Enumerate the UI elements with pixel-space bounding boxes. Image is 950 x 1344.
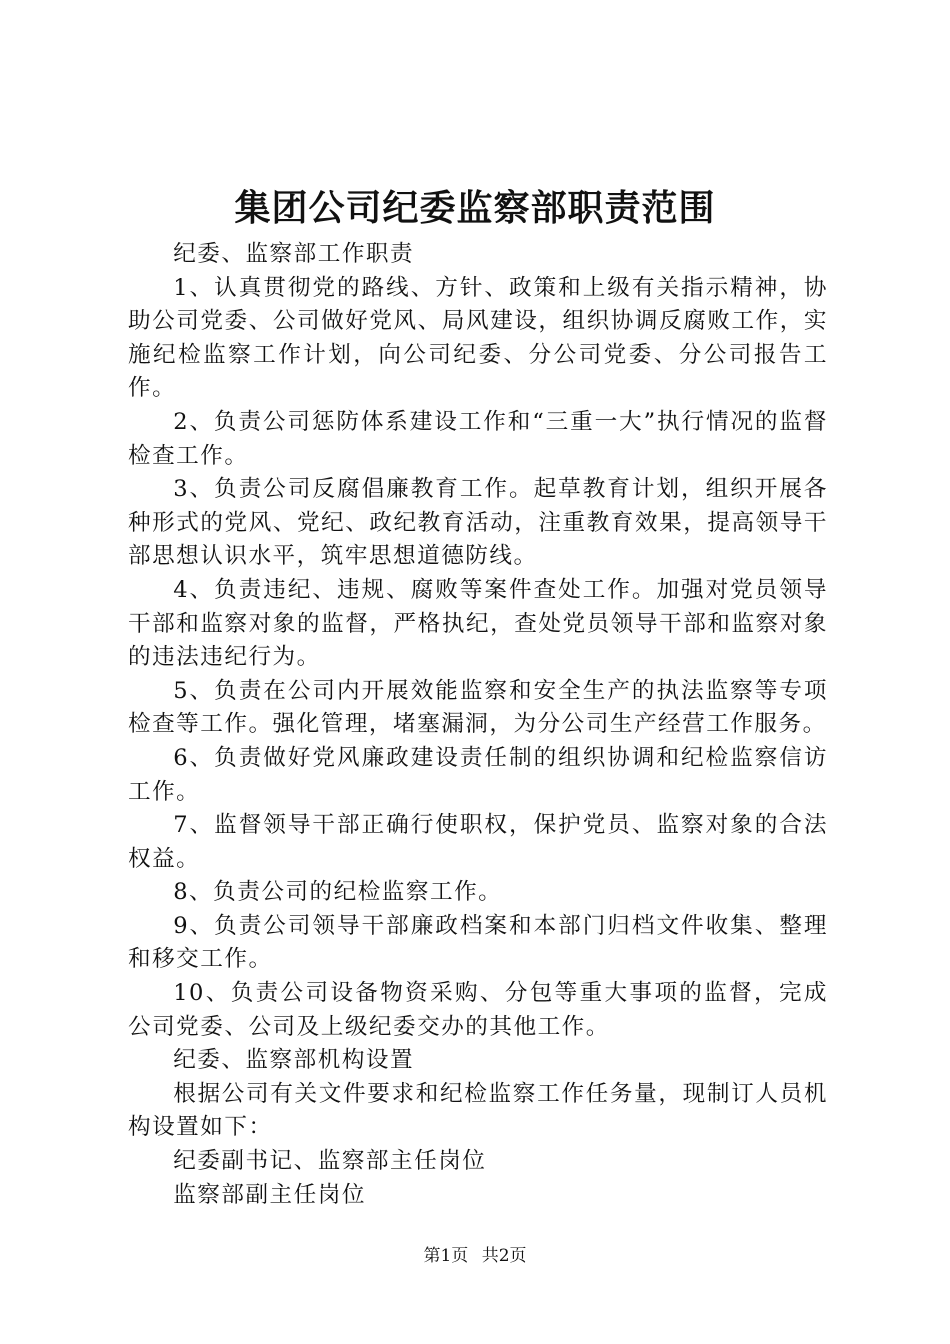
page-footer (0, 1244, 950, 1268)
document-body (128, 238, 828, 1212)
duty-item-5: 5、负责在公司内开展效能监察和安全生产的执法监察等专项检查等工作。强化管理，堵塞漏洞，为分公司生产经营工作服务。 (128, 677, 828, 738)
duty-item-6: 6、负责做好党风廉政建设责任制的组织协调和纪检监察信访工作。 (128, 744, 828, 805)
duty-item-7: 7、监督领导干部正确行使职权，保护党员、监察对象的合法权益。 (128, 812, 828, 872)
duty-item-1: 1、认真贯彻党的路线、方针、政策和上级有关指示精神，协助公司党委、公司做好党风、局风建设，组织协调反腐败工作，实施纪检监察工作计划，向公司纪委、分公司党委、分公司报告工作。 (128, 274, 828, 402)
duty-item-9: 9、负责公司领导干部廉政档案和本部门归档文件收集、整理和移交工作。 (128, 912, 828, 973)
document-title: 集团公司纪委监察部职责范围 (234, 187, 716, 229)
section-heading-duties: 纪委、监察部工作职责 (173, 241, 415, 267)
position-item-2: 监察部副主任岗位 (173, 1181, 366, 1208)
duty-item-8: 8、负责公司的纪检监察工作。 (173, 879, 503, 906)
structure-intro: 根据公司有关文件要求和纪检监察工作任务量，现制订人员机构设置如下： (128, 1080, 828, 1141)
duty-item-4: 4、负责违纪、违规、腐败等案件查处工作。加强对党员领导干部和监察对象的监督，严格执纪，查处党员领导干部和监察对象的违法违纪行为。 (128, 576, 828, 671)
position-item-1: 纪委副书记、监察部主任岗位 (173, 1148, 487, 1175)
section-heading-structure: 纪委、监察部机构设置 (173, 1047, 415, 1074)
duty-item-2: 2、负责公司惩防体系建设工作和“三重一大”执行情况的监督检查工作。 (128, 408, 828, 469)
duty-item-3: 3、负责公司反腐倡廉教育工作。起草教育计划，组织开展各种形式的党风、党纪、政纪教育活动，注重教育效果，提高领导干部思想认识水平，筑牢思想道德防线。 (128, 476, 828, 570)
page-number-total: 共2页 (481, 1246, 527, 1266)
page-number-current: 第1页 (423, 1246, 469, 1266)
duty-item-10: 10、负责公司设备物资采购、分包等重大事项的监督，完成公司党委、公司及上级纪委交办的其他工作。 (128, 980, 828, 1040)
